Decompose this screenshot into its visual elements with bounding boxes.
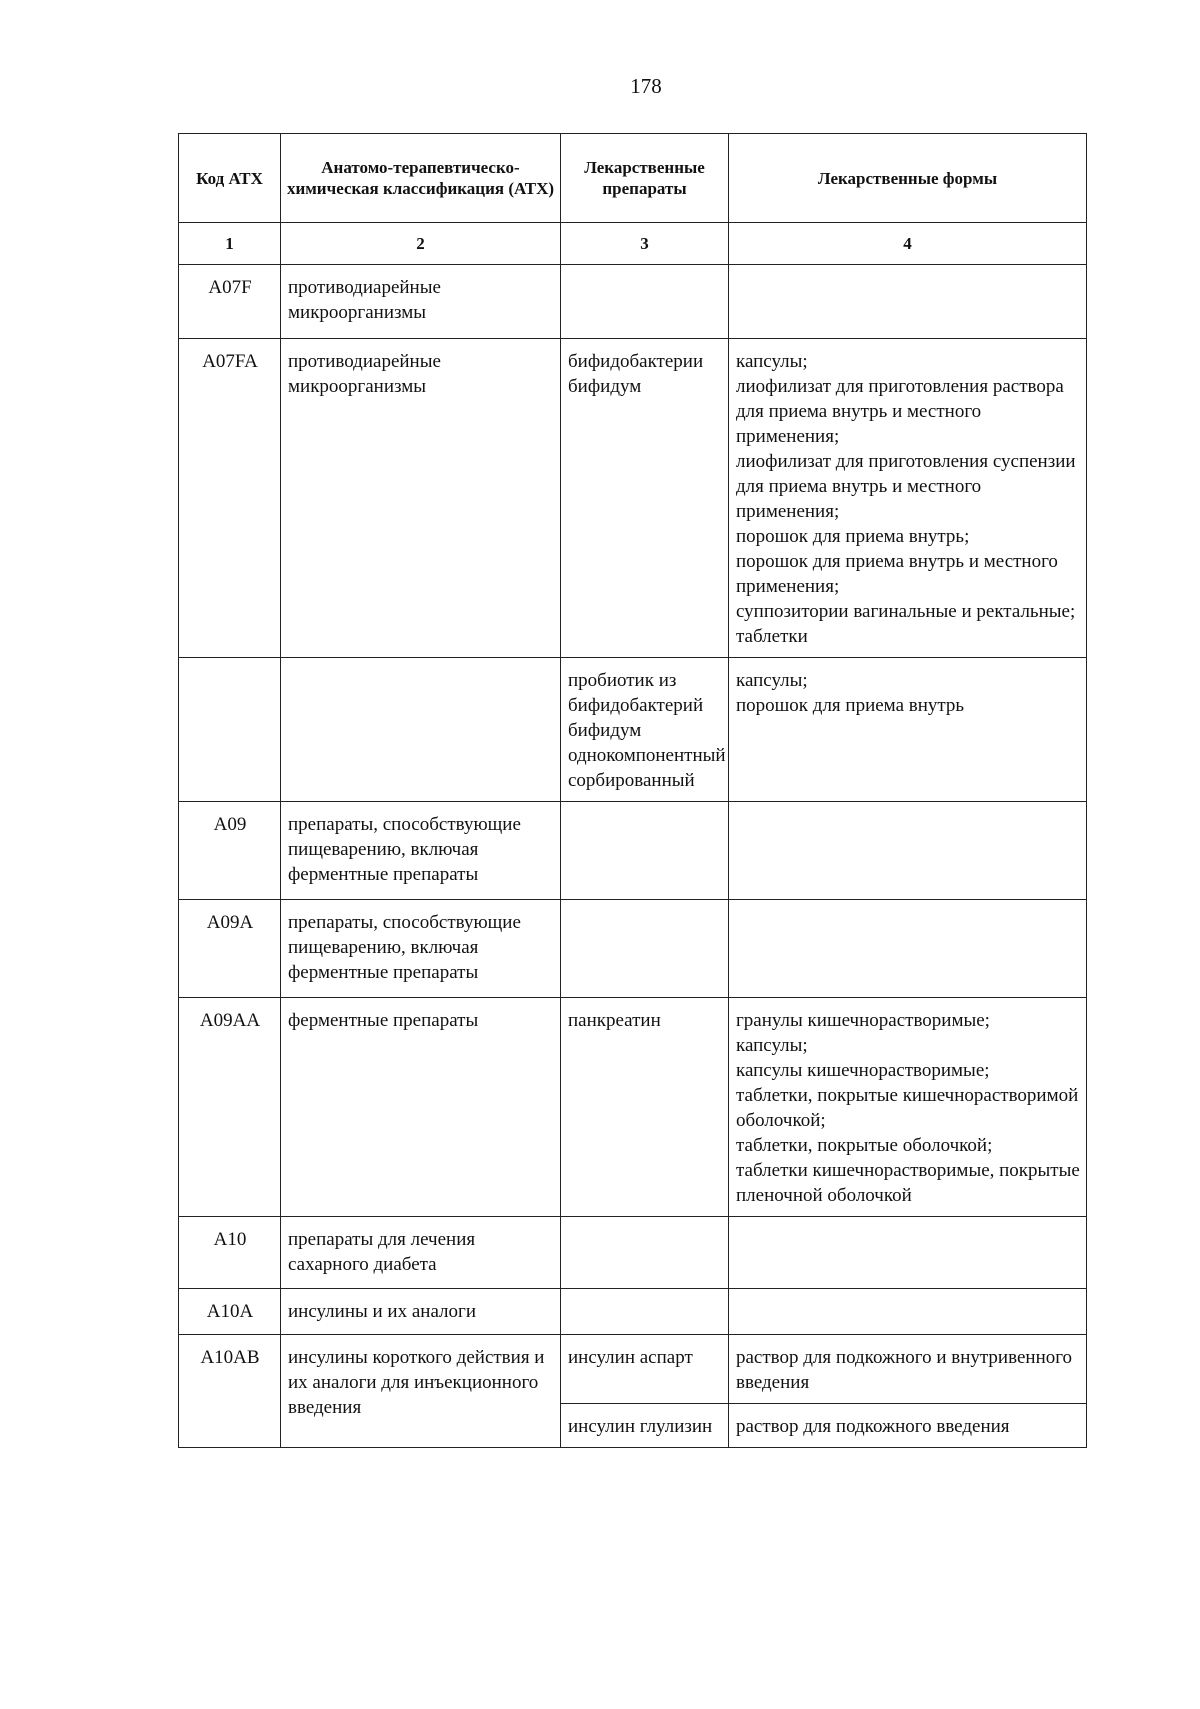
dosage-form-item: гранулы кишечнорастворимые; <box>736 1010 990 1031</box>
table-row <box>179 1217 1087 1289</box>
table-row <box>179 265 1087 339</box>
atx-table <box>178 133 1087 1448</box>
dosage-form-item: порошок для приема внутрь <box>736 695 965 716</box>
table-row <box>179 900 1087 998</box>
dosage-form-item: порошок для приема внутрь; <box>736 526 970 547</box>
atx-classification: противодиарейные микроорганизмы <box>281 265 561 339</box>
dosage-form-item: таблетки кишечнорастворимые, покрытые пленочной оболочкой <box>736 1160 1080 1206</box>
header-classification: Анатомо-терапевтическо-химическая классификация (АТХ) <box>281 134 561 223</box>
atx-code: A10 <box>179 1217 281 1289</box>
dosage-form-item: лиофилизат для приготовления суспензии для приема внутрь и местного применения; <box>736 451 1076 522</box>
drug-name: панкреатин <box>561 998 729 1217</box>
dosage-form-item: таблетки <box>736 626 808 647</box>
dosage-forms <box>729 1217 1087 1289</box>
atx-classification: противодиарейные микроорганизмы <box>281 339 561 658</box>
atx-code: A07F <box>179 265 281 339</box>
dosage-forms <box>729 998 1087 1217</box>
dosage-forms <box>729 802 1087 900</box>
column-number: 2 <box>281 223 561 265</box>
drug-name: инсулин аспарт <box>561 1335 729 1404</box>
dosage-forms <box>729 658 1087 802</box>
page-number: 178 <box>630 74 662 98</box>
atx-classification: препараты, способствующие пищеварению, включая ферментные препараты <box>281 802 561 900</box>
atx-classification: ферментные препараты <box>281 998 561 1217</box>
dosage-form-item: порошок для приема внутрь и местного применения; <box>736 551 1058 597</box>
atx-classification: инсулины и их аналоги <box>281 1289 561 1335</box>
atx-code: A09 <box>179 802 281 900</box>
dosage-form-item: таблетки, покрытые кишечнорастворимой оболочкой; <box>736 1085 1079 1131</box>
table-row <box>179 339 1087 658</box>
dosage-forms <box>729 1335 1087 1404</box>
atx-classification: препараты, способствующие пищеварению, включая ферментные препараты <box>281 900 561 998</box>
header-drugs: Лекарственные препараты <box>561 134 729 223</box>
table-row <box>179 1289 1087 1335</box>
atx-code: A10AB <box>179 1335 281 1448</box>
drug-name <box>561 802 729 900</box>
column-number: 3 <box>561 223 729 265</box>
dosage-form-item: капсулы; <box>736 1035 808 1056</box>
dosage-forms <box>729 339 1087 658</box>
dosage-form-item: лиофилизат для приготовления раствора для приема внутрь и местного применения; <box>736 376 1064 447</box>
atx-code <box>179 658 281 802</box>
table-row <box>179 658 1087 802</box>
drug-name <box>561 1289 729 1335</box>
dosage-forms <box>729 1404 1087 1448</box>
atx-code: A07FA <box>179 339 281 658</box>
dosage-form-item: раствор для подкожного и внутривенного введения <box>736 1347 1073 1393</box>
atx-classification: препараты для лечения сахарного диабета <box>281 1217 561 1289</box>
atx-code: A09AA <box>179 998 281 1217</box>
atx-classification <box>281 658 561 802</box>
column-number-row <box>179 223 1087 265</box>
atx-code: A09A <box>179 900 281 998</box>
drug-name: инсулин глулизин <box>561 1404 729 1448</box>
dosage-forms <box>729 1289 1087 1335</box>
table-row <box>179 802 1087 900</box>
drug-name <box>561 265 729 339</box>
drug-name: бифидобактерии бифидум <box>561 339 729 658</box>
table-row <box>179 1335 1087 1404</box>
dosage-form-item: капсулы; <box>736 351 808 372</box>
header-code: Код АТХ <box>179 134 281 223</box>
column-number: 1 <box>179 223 281 265</box>
dosage-forms <box>729 900 1087 998</box>
dosage-form-item: таблетки, покрытые оболочкой; <box>736 1135 993 1156</box>
drug-name <box>561 900 729 998</box>
drug-name: пробиотик из бифидобактерий бифидум однокомпонентный сорбированный <box>561 658 729 802</box>
atx-classification: инсулины короткого действия и их аналоги для инъекционного введения <box>281 1335 561 1448</box>
atx-code: A10A <box>179 1289 281 1335</box>
dosage-form-item: раствор для подкожного введения <box>736 1416 1010 1437</box>
column-number: 4 <box>729 223 1087 265</box>
drug-name <box>561 1217 729 1289</box>
header-row <box>179 134 1087 223</box>
dosage-form-item: суппозитории вагинальные и ректальные; <box>736 601 1076 622</box>
header-forms: Лекарственные формы <box>729 134 1087 223</box>
dosage-forms <box>729 265 1087 339</box>
dosage-form-item: капсулы кишечнорастворимые; <box>736 1060 990 1081</box>
table-row <box>179 998 1087 1217</box>
dosage-form-item: капсулы; <box>736 670 808 691</box>
